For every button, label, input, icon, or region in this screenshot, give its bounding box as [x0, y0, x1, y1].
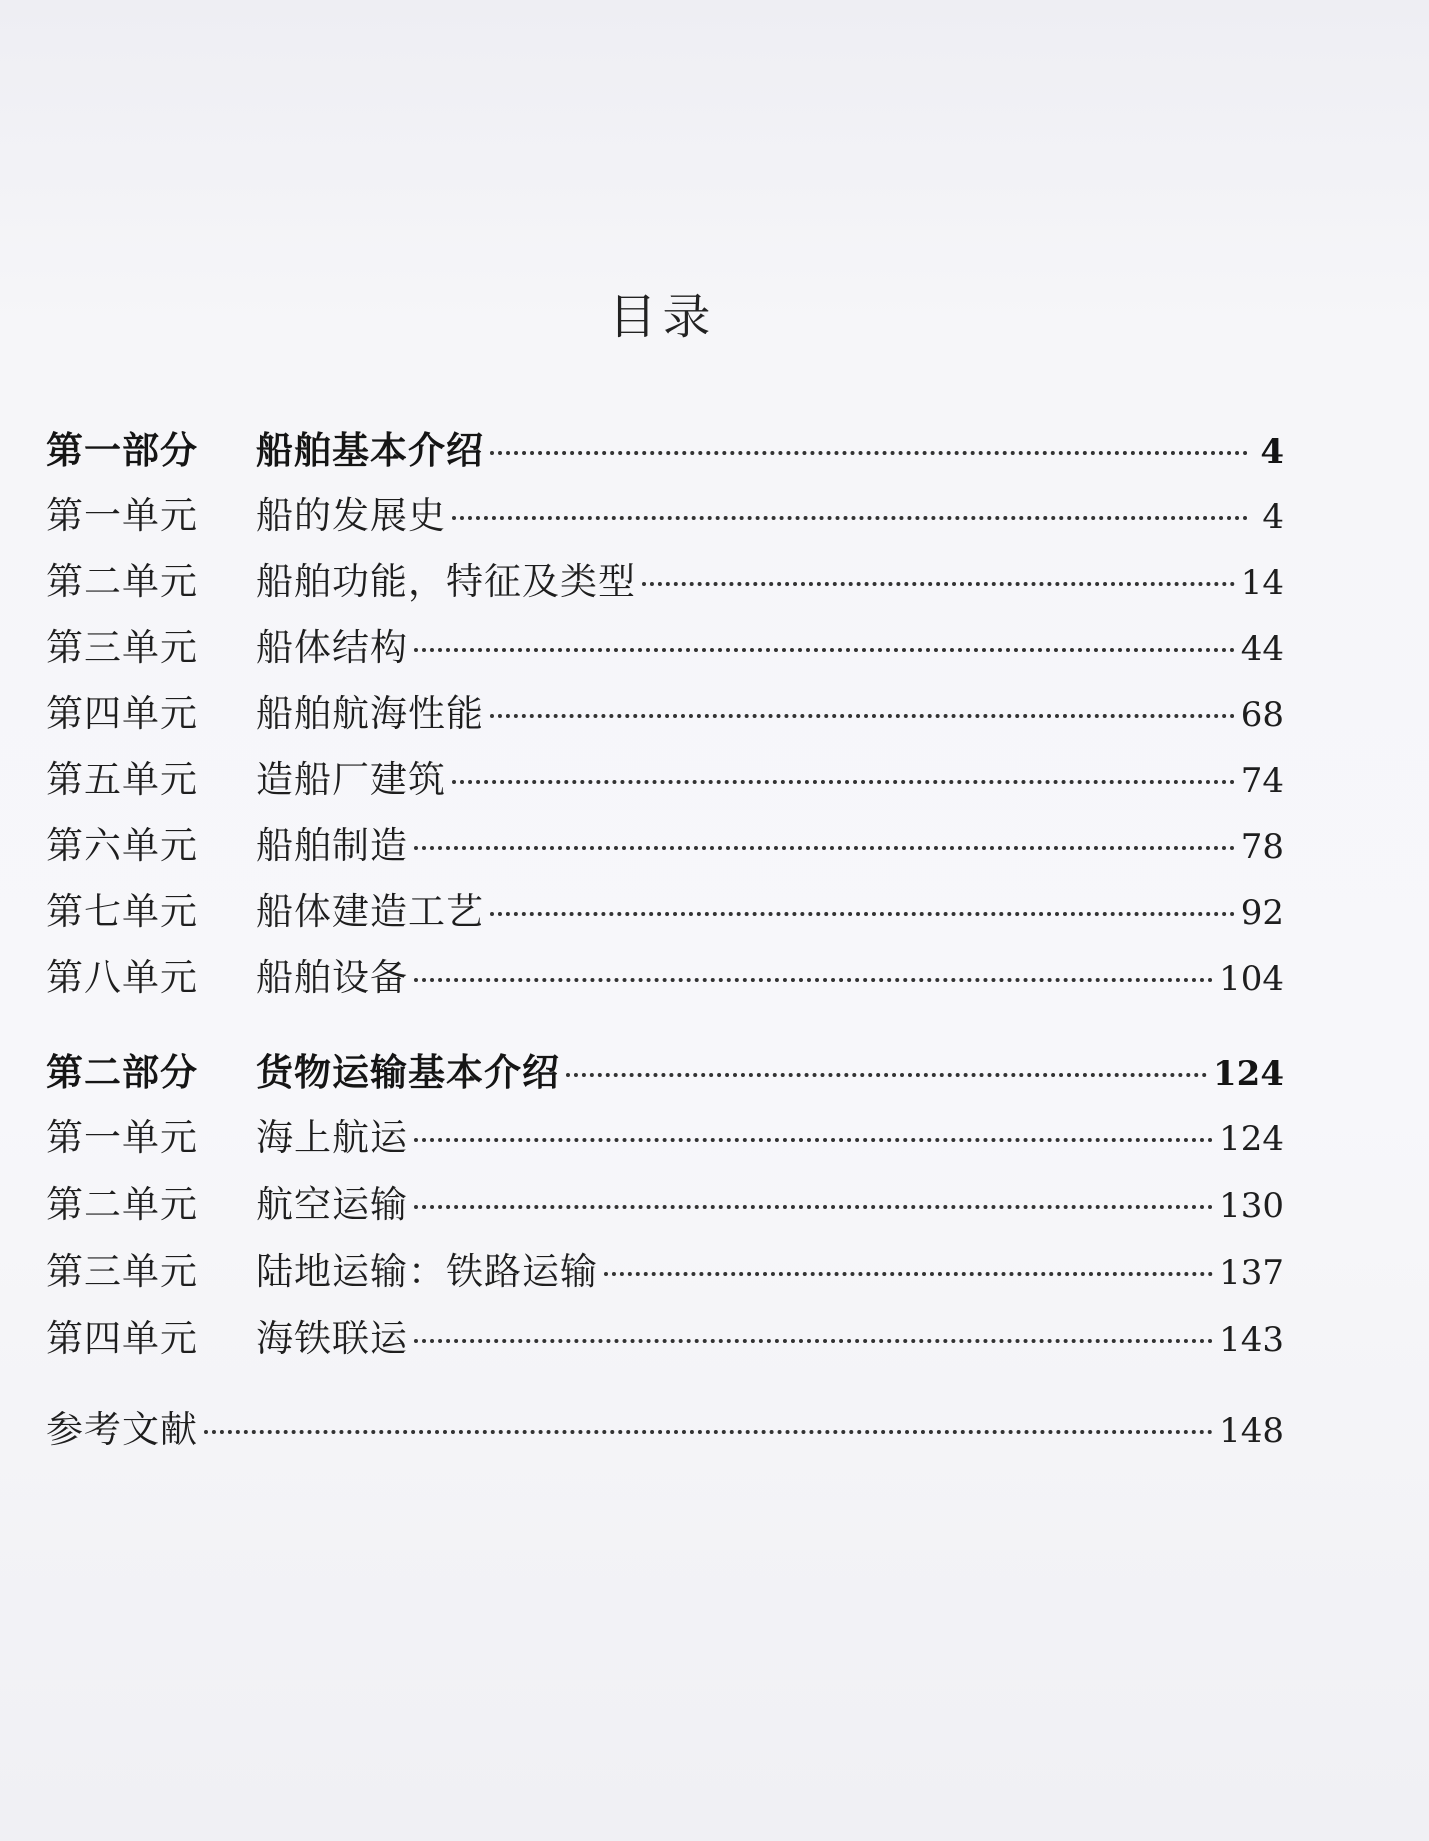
toc-entry-label: 第八单元 [46, 956, 198, 999]
toc-entry-page: 148 [1219, 1411, 1284, 1451]
toc-entry-label: 第七单元 [46, 890, 198, 933]
toc-entry-unit [46, 818, 1284, 874]
toc-entry-page: 14 [1240, 563, 1284, 603]
page-title: 目录 [608, 289, 717, 345]
toc-entry-title: 船体建造工艺 [256, 890, 484, 933]
toc-entry-title: 船舶功能，特征及类型 [256, 560, 636, 603]
dot-leader [490, 451, 1248, 455]
dot-leader [490, 714, 1235, 718]
toc-entry-label: 第三单元 [46, 1250, 198, 1293]
dot-leader [566, 1073, 1207, 1077]
dot-leader [452, 516, 1248, 520]
dot-leader [490, 912, 1235, 916]
toc-entry-part-2 [46, 1044, 1284, 1100]
toc-entry-title: 航空运输 [256, 1183, 408, 1226]
toc-entry-page: 78 [1240, 827, 1284, 867]
toc-entry-title: 海上航运 [256, 1116, 408, 1159]
toc-entry-label: 第三单元 [46, 626, 198, 669]
toc-entry-label: 第一单元 [46, 494, 198, 537]
toc-entry-unit [46, 884, 1284, 940]
toc-entry-page: 104 [1219, 959, 1284, 999]
toc-entry-part-1 [46, 422, 1284, 478]
toc-entry-label: 第二部分 [46, 1050, 198, 1094]
dot-leader [642, 582, 1235, 586]
toc-entry-unit [46, 752, 1284, 808]
toc-entry-page: 124 [1219, 1119, 1284, 1159]
dot-leader [414, 1205, 1213, 1209]
toc-entry-label: 第二单元 [46, 560, 198, 603]
toc-entry-title: 船的发展史 [256, 494, 446, 537]
toc-entry-unit [46, 1177, 1284, 1233]
dot-leader [414, 648, 1235, 652]
toc-entry-page: 130 [1219, 1186, 1284, 1226]
toc-entry-unit [46, 620, 1284, 676]
toc-entry-unit [46, 1311, 1284, 1367]
toc-entry-title: 船体结构 [256, 626, 408, 669]
toc-entry-label: 第六单元 [46, 824, 198, 867]
toc-entry-page: 68 [1240, 695, 1284, 735]
toc-entry-label: 第一部分 [46, 428, 198, 472]
toc-entry-title: 船舶基本介绍 [256, 428, 484, 472]
toc-entry-page: 4 [1260, 432, 1284, 472]
toc-entry-label: 第二单元 [46, 1183, 198, 1226]
toc-entry-page: 124 [1213, 1054, 1284, 1094]
toc-entry-page: 74 [1240, 761, 1284, 801]
dot-leader [604, 1272, 1213, 1276]
toc-entry-unit [46, 488, 1284, 544]
toc-entry-unit [46, 554, 1284, 610]
toc-entry-title: 货物运输基本介绍 [256, 1050, 560, 1094]
dot-leader [414, 846, 1235, 850]
toc-entry-references [46, 1402, 1284, 1458]
toc-entry-page: 92 [1240, 893, 1284, 933]
toc-entry-label: 第一单元 [46, 1116, 198, 1159]
toc-entry-title: 船舶制造 [256, 824, 408, 867]
toc-entry-label: 参考文献 [46, 1408, 198, 1451]
toc-entry-unit [46, 686, 1284, 742]
toc-entry-unit [46, 950, 1284, 1006]
toc-entry-unit [46, 1244, 1284, 1300]
toc-entry-title: 船舶航海性能 [256, 692, 484, 735]
toc-entry-label: 第四单元 [46, 692, 198, 735]
dot-leader [452, 780, 1235, 784]
toc-entry-title: 船舶设备 [256, 956, 408, 999]
toc-entry-title: 陆地运输：铁路运输 [256, 1250, 598, 1293]
toc-entry-label: 第五单元 [46, 758, 198, 801]
dot-leader [414, 1138, 1213, 1142]
toc-entry-page: 137 [1219, 1253, 1284, 1293]
toc-entry-page: 143 [1219, 1320, 1284, 1360]
toc-entry-title: 海铁联运 [256, 1317, 408, 1360]
toc-entry-unit [46, 1110, 1284, 1166]
dot-leader [204, 1430, 1213, 1434]
dot-leader [414, 978, 1213, 982]
toc-entry-label: 第四单元 [46, 1317, 198, 1360]
toc-entry-title: 造船厂建筑 [256, 758, 446, 801]
dot-leader [414, 1339, 1213, 1343]
toc-entry-page: 4 [1262, 497, 1284, 537]
toc-entry-page: 44 [1240, 629, 1284, 669]
